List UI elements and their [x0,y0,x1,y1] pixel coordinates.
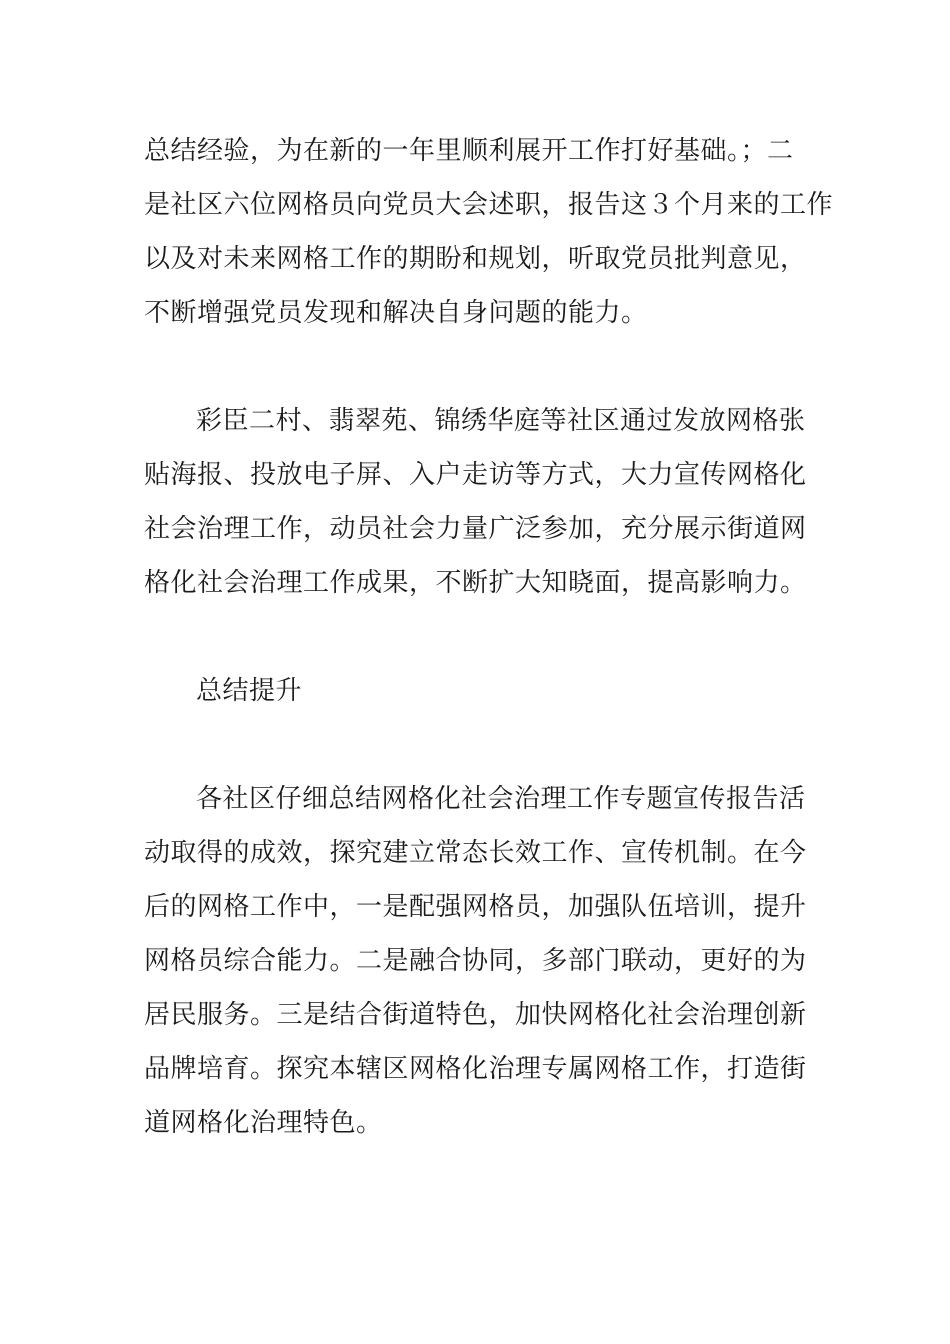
text-line: 后的网格工作中，一是配强网格员，加强队伍培训，提升 [144,892,807,922]
text-line: 以及对未来网格工作的期盼和规划，听取党员批判意见， [144,244,807,274]
text-line: 品牌培育。探究本辖区网格化治理专属网格工作，打造街 [144,1054,807,1084]
text-line: 网格员综合能力。二是融合协同，多部门联动，更好的为 [144,946,807,976]
text-line: 总结经验，为在新的一年里顺利展开工作打好基础。；二 [144,136,794,166]
section-heading-summary [144,664,806,718]
text-line: 动取得的成效，探究建立常态长效工作、宣传机制。在今 [144,838,807,868]
text-line: 不断增强党员发现和解决自身问题的能力。 [144,298,648,328]
text-line: 贴海报、投放电子屏、入户走访等方式，大力宣传网格化 [144,460,807,490]
paragraph-spacer [144,610,806,664]
paragraph-spacer [144,718,806,772]
text-line: 彩臣二村、翡翠苑、锦绣华庭等社区通过发放网格张 [196,406,806,436]
text-line: 社会治理工作，动员社会力量广泛参加，充分展示街道网 [144,514,807,544]
paragraph-continued-report [144,124,834,340]
section-heading-text: 总结提升 [196,676,303,706]
document-page [144,124,834,1150]
paragraph-spacer [144,340,806,394]
text-line: 各社区仔细总结网格化社会治理工作专题宣传报告活 [196,784,806,814]
text-line: 道网格化治理特色。 [144,1108,383,1138]
text-line: 格化社会治理工作成果，不断扩大知晓面，提高影响力。 [144,568,807,598]
text-line: 居民服务。三是结合街道特色，加快网格化社会治理创新 [144,1000,807,1030]
text-line: 是社区六位网格员向党员大会述职，报告这３个月来的工作 [144,190,834,220]
paragraph-community-publicity [144,394,806,610]
paragraph-summary-details [144,772,806,1150]
